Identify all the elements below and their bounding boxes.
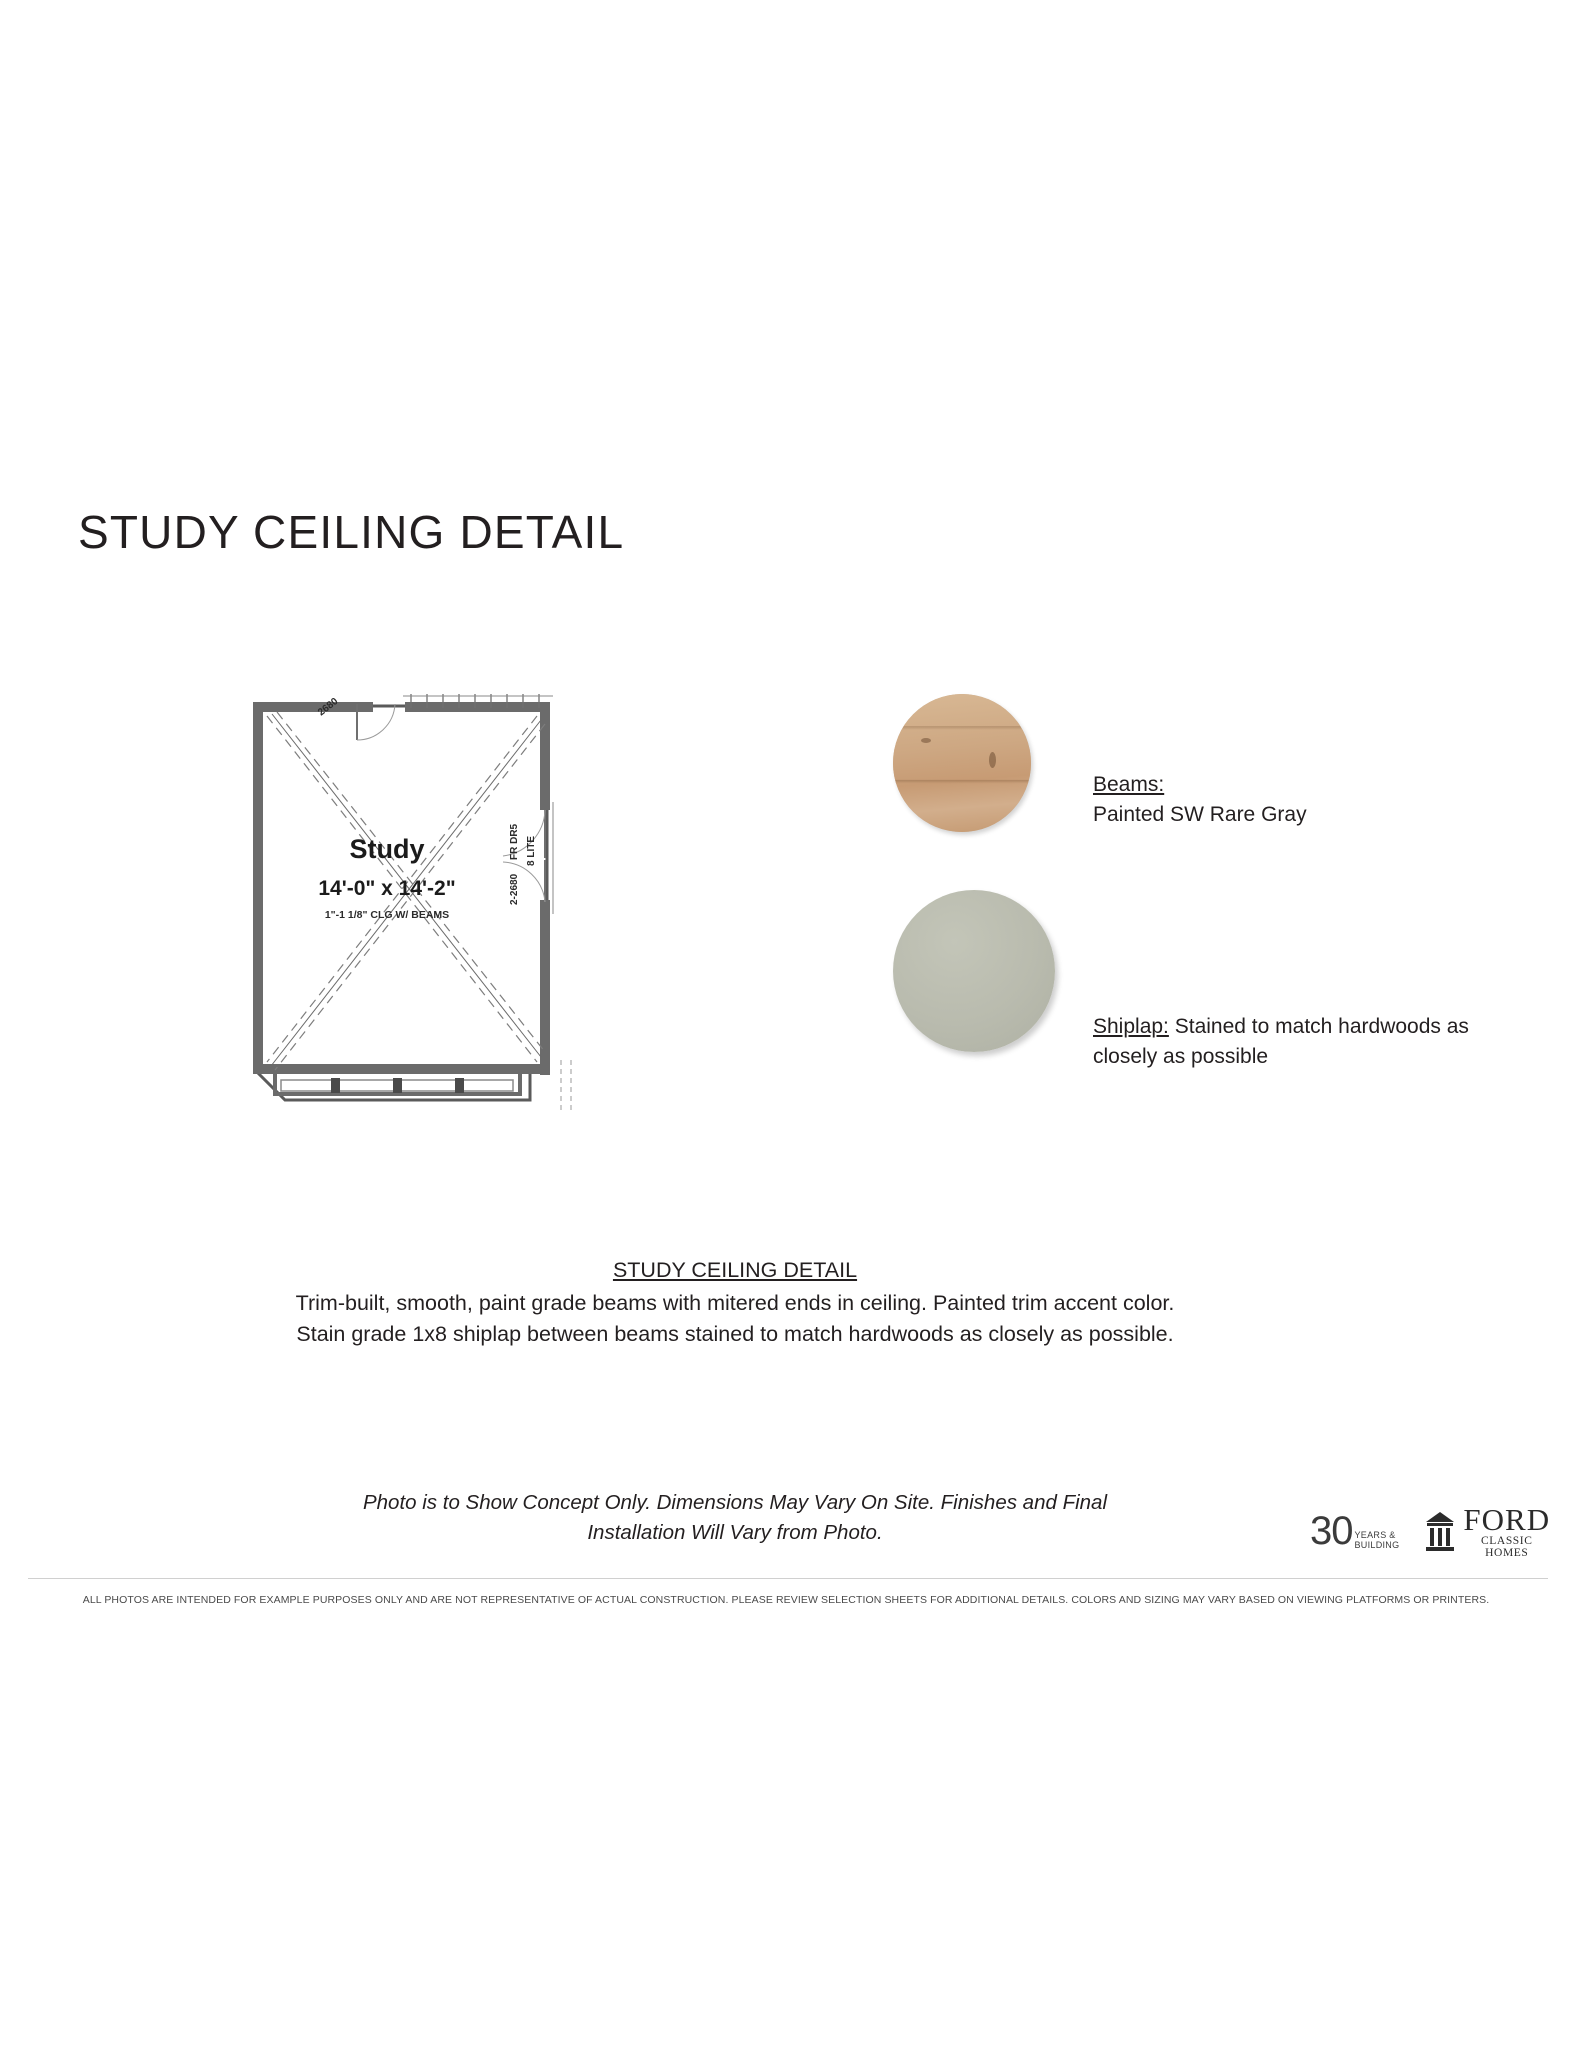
plan-door-label-8-lite: 8 LITE [526,835,537,866]
caption-block [230,1255,1240,1350]
plan-room-label: Study [349,834,425,864]
logo-brand-subtitle: CLASSIC HOMES [1481,1534,1533,1559]
floor-plan-drawing [245,690,675,1130]
wood-knot-icon [921,738,931,743]
swatch-beams-text: Painted SW Rare Gray [1093,803,1307,826]
swatch-beams-title: Beams: [1093,773,1165,796]
swatch-label-shiplap [1093,1012,1523,1072]
house-column-icon [1425,1509,1455,1553]
footer-divider [28,1578,1548,1579]
caption-heading: STUDY CEILING DETAIL [612,1258,858,1282]
ford-classic-homes-logo [1310,1500,1551,1562]
plan-door-label-2-2680: 2-2680 [509,873,520,905]
swatch-shiplap-title: Shiplap: [1093,1015,1169,1038]
swatch-shiplap-text: Stained to match hardwoods as closely as possible [1093,1015,1469,1068]
footer-fine-print: ALL PHOTOS ARE INTENDED FOR EXAMPLE PURPOSES ONLY AND ARE NOT REPRESENTATIVE OF ACTUAL CONSTRUCTION. PLEASE REVIEW SELECTION SHEETS FOR ADDITIONAL DETAILS. COLORS AND SIZING MAY VARY BASED ON VIEWING PLATFORMS OR PRINTERS. [82,1594,1490,1606]
caption-line-1: Trim-built, smooth, paint grade beams with mitered ends in ceiling. Painted trim accent color. [295,1291,1175,1315]
wood-knot-icon [989,752,996,768]
swatch-label-beams [1093,770,1513,830]
plan-door-label-fr-dr5: FR DR5 [509,823,520,860]
wood-texture [893,694,1031,832]
plan-door-label-top: 2680 [316,695,341,719]
logo-years-line-2: BUILDING [1354,1540,1400,1550]
logo-years-line-1: YEARS & [1354,1530,1396,1540]
page-title: STUDY CEILING DETAIL [78,506,625,558]
logo-brand-name: FORD [1463,1501,1551,1537]
caption-line-2: Stain grade 1x8 shiplap between beams stained to match hardwoods as closely as possible. [296,1322,1174,1346]
plan-beam-note: 1"-1 1/8" CLG W/ BEAMS [324,909,450,921]
swatch-shiplap [893,890,1055,1052]
concept-disclaimer: Photo is to Show Concept Only. Dimensions May Vary On Site. Finishes and Final Installation Will Vary from Photo. [362,1491,1108,1544]
swatch-beams [893,694,1031,832]
plan-room-dimensions: 14'-0" x 14'-2" [318,877,456,900]
logo-anniversary-number: 30 [1310,1509,1353,1553]
